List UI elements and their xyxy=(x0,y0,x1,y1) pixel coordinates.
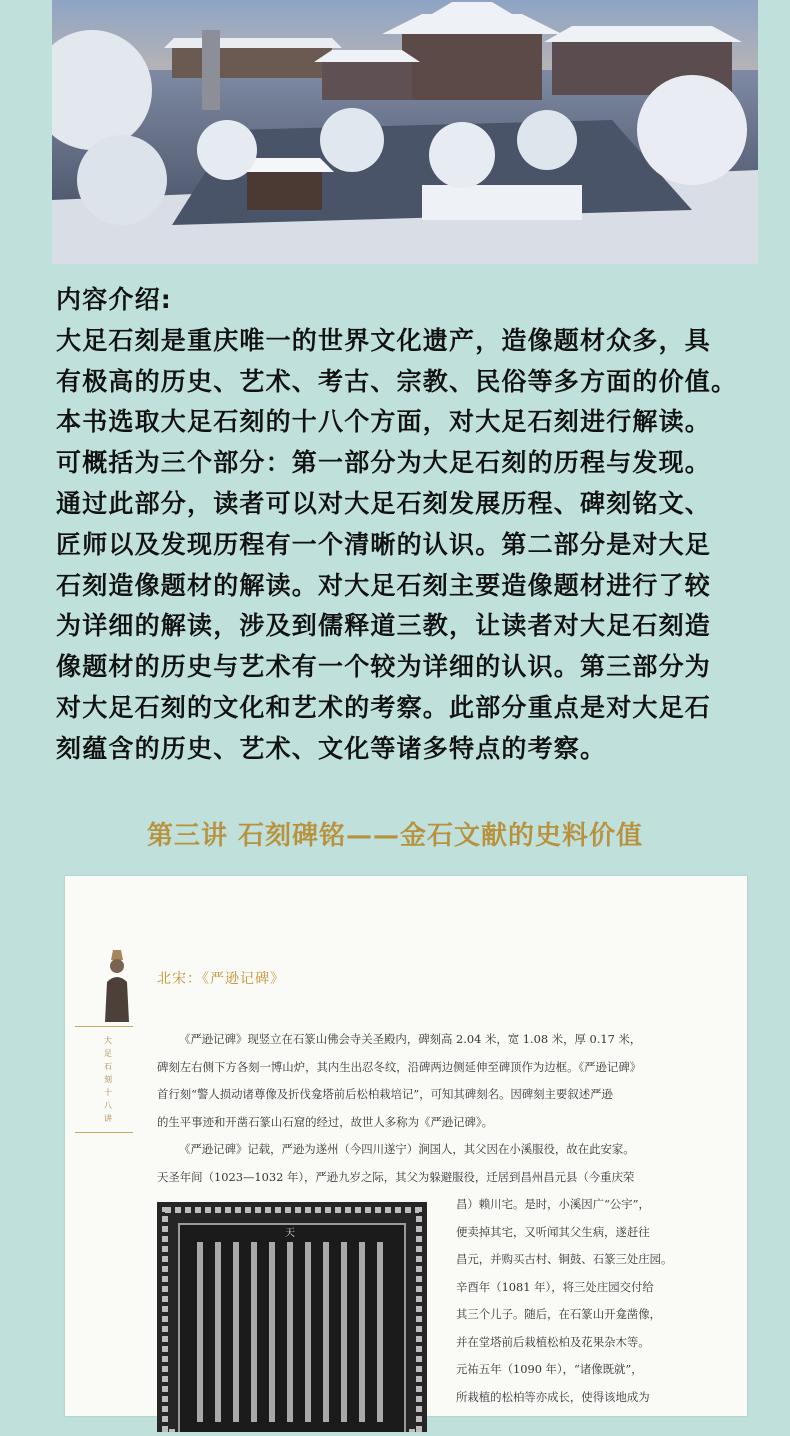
intro-line: 像题材的历史与艺术有一个较为详细的认识。第三部分为 xyxy=(56,652,712,682)
rubbing-glyph: 天 xyxy=(285,1228,295,1239)
side-divider-bottom xyxy=(75,1132,133,1133)
paragraph-line: 其三个儿子。随后，在石篆山开龛凿像， xyxy=(456,1307,662,1321)
stele-rubbing-image xyxy=(157,1202,427,1432)
intro-line: 刻蕴含的历史、艺术、文化等诸多特点的考察。 xyxy=(56,733,607,763)
paragraph-line: 所栽植的松柏等亦成长，使得该地成为 xyxy=(456,1389,650,1404)
intro-line: 为详细的解读，涉及到儒释道三教，让读者对大足石刻造 xyxy=(56,611,712,641)
paragraph-line: 便卖掉其宅，又听闻其父生病，遂赶往 xyxy=(456,1224,650,1239)
paragraph-line: 天圣年间（1023—1032 年），严逊九岁之际，其父为躲避服役，迁居到昌州昌元县（今重庆荣 xyxy=(157,1169,635,1184)
intro-line: 石刻造像题材的解读。对大足石刻主要造像题材进行了较 xyxy=(56,570,712,600)
paragraph-line: 元祐五年（1090 年），“诸像既就”， xyxy=(456,1362,643,1376)
paragraph-line: 首行刻“警人损动诸尊像及折伐龛塔前后松柏栽培记”，可知其碑刻名。因碑刻主要叙述严逊 xyxy=(157,1087,613,1101)
intro-heading: 内容介绍: xyxy=(56,285,172,314)
intro-line: 可概括为三个部分：第一部分为大足石刻的历程与发现。 xyxy=(56,448,712,478)
paragraph-line: 《严逊记碑》记载，严逊为遂州（今四川遂宁）涧国人，其父因在小溪服役，故在此安家。 xyxy=(179,1142,635,1156)
intro-line: 大足石刻是重庆唯一的世界文化遗产，造像题材众多，具 xyxy=(56,325,712,355)
book-page-preview xyxy=(65,876,747,1416)
intro-line: 有极高的历史、艺术、考古、宗教、民俗等多方面的价值。 xyxy=(56,366,738,396)
paragraph-line: 昌）赖川宅。是时，小溪因广“公宇”， xyxy=(456,1197,650,1211)
stele-description xyxy=(157,1026,687,1191)
side-divider-top xyxy=(75,1026,133,1027)
temple-snow-photo xyxy=(52,0,758,264)
section-title: 第三讲 石刻碑铭——金石文献的史料价值 xyxy=(146,821,644,851)
statue-icon xyxy=(99,948,135,1022)
side-book-title: 大足石刻十八讲 xyxy=(104,1036,112,1123)
paragraph-line: 《严逊记碑》现竖立在石篆山佛会寺关圣殿内，碑刻高 2.04 米，宽 1.08 米，厚 0.17 米， xyxy=(179,1032,642,1046)
content-intro xyxy=(56,280,786,770)
paragraph-line: 碑刻左右侧下方各刻一博山炉，其内生出忍冬纹，沿碑两边侧延伸至碑顶作为边框。《严逊记碑》 xyxy=(157,1059,642,1074)
intro-line: 对大足石刻的文化和艺术的考察。此部分重点是对大足石 xyxy=(56,692,712,722)
paragraph-line: 辛酉年（1081 年），将三处庄园交付给 xyxy=(456,1279,654,1294)
stele-title: 北宋：《严逊记碑》 xyxy=(157,971,285,987)
paragraph-line: 的生平事迹和开凿石篆山石窟的经过，故世人多称为《严逊记碑》。 xyxy=(157,1114,494,1129)
intro-line: 通过此部分，读者可以对大足石刻发展历程、碑刻铭文、 xyxy=(56,488,712,518)
intro-line: 匠师以及发现历程有一个清晰的认识。第二部分是对大足 xyxy=(56,529,712,559)
paragraph-line: 并在堂塔前后栽植松柏及花果杂木等。 xyxy=(456,1334,650,1349)
stele-description-continued xyxy=(456,1191,696,1411)
paragraph-line: 昌元，并购买古村、铜鼓、石篆三处庄园。 xyxy=(456,1252,673,1266)
intro-line: 本书选取大足石刻的十八个方面，对大足石刻进行解读。 xyxy=(56,407,712,437)
